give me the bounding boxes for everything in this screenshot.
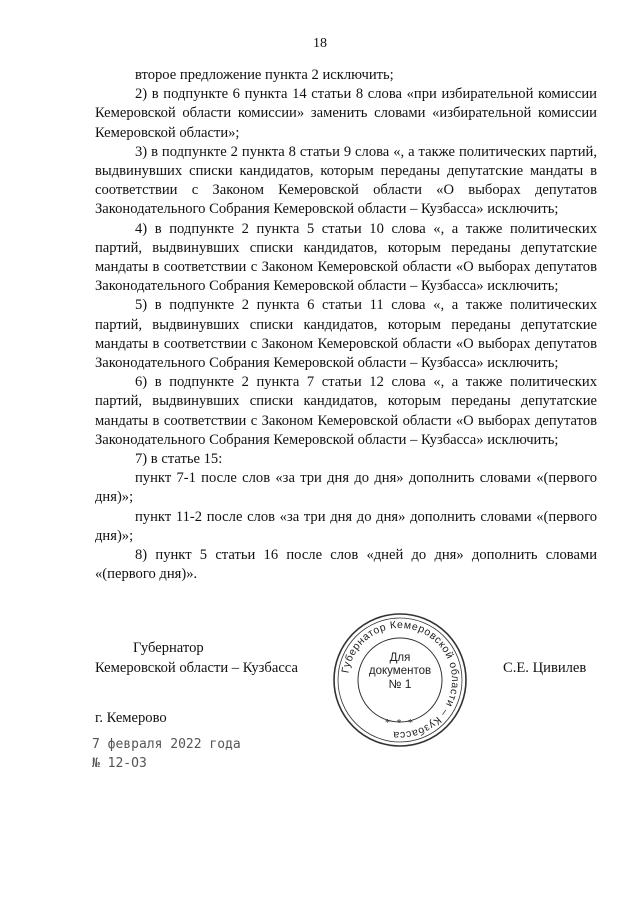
- seal-stars: * * *: [385, 718, 415, 729]
- document-number: № 12-ОЗ: [92, 756, 147, 771]
- signatory-title-line1: Губернатор: [133, 640, 204, 656]
- paragraph-4: 4) в подпункте 2 пункта 5 статьи 10 слова «, а также политических партий, выдвинувших списки кандидатов, которым переданы депутатские мандаты в соответствии с Законом Кемеровской области «О выборах депутатов Законодательного Собрания Кемеровской области – Кузбасса» исключить;: [95, 220, 597, 295]
- paragraph-5: 5) в подпункте 2 пункта 6 статьи 11 слова «, а также политических партий, выдвинувших списки кандидатов, которым переданы депутатские мандаты в соответствии с Законом Кемеровской области «О выборах депутатов Законодательного Собрания Кемеровской области – Кузбасса» исключить;: [95, 297, 597, 372]
- seal-center-line2: документов: [368, 665, 432, 677]
- signatory-title: [95, 638, 298, 678]
- paragraph-1: второе предложение пункта 2 исключить;: [135, 67, 394, 83]
- paragraph-2: 2) в подпункте 6 пункта 14 статьи 8 слова «при избирательной комиссии Кемеровской области комиссии» заменить словами «избирательной комиссии Кемеровской области»;: [95, 86, 597, 141]
- paragraph-9: пункт 11-2 после слов «за три дня до дня» дополнить словами «(первого дня)»;: [95, 508, 597, 544]
- signatory-title-line2: Кемеровской области – Кузбасса: [95, 660, 298, 676]
- paragraph-3: 3) в подпункте 2 пункта 8 статьи 9 слова «, а также политических партий, выдвинувших списки кандидатов, которым переданы депутатские мандаты в соответствии с Законом Кемеровской области «О выборах депутатов Законодательного Собрания Кемеровской области – Кузбасса» исключить;: [95, 143, 597, 218]
- registration-stamp: [92, 735, 241, 773]
- document-body: [95, 66, 597, 584]
- paragraph-10: 8) пункт 5 статьи 16 после слов «дней до дня» дополнить словами «(первого дня)».: [95, 547, 597, 583]
- paragraph-8: пункт 7-1 после слов «за три дня до дня» дополнить словами «(первого дня)»;: [95, 470, 597, 506]
- document-date: 7 февраля 2022 года: [92, 737, 241, 752]
- seal-center-text: [330, 652, 470, 691]
- official-seal: [330, 610, 470, 750]
- seal-ring-text: Губернатор Кемеровской области – Кузбасса: [339, 618, 462, 742]
- seal-center-line3: № 1: [388, 677, 412, 691]
- seal-center-line1: Для: [389, 652, 411, 664]
- page-number: 18: [313, 36, 327, 51]
- paragraph-7: 7) в статье 15:: [135, 451, 223, 468]
- paragraph-6: 6) в подпункте 2 пункта 7 статьи 12 слова «, а также политических партий, выдвинувших списки кандидатов, которым переданы депутатские мандаты в соответствии с Законом Кемеровской области «О выборах депутатов Законодательного Собрания Кемеровской области – Кузбасса» исключить;: [95, 374, 597, 448]
- signatory-name: С.Е. Цивилев: [503, 660, 587, 676]
- city: г. Кемерово: [95, 710, 167, 726]
